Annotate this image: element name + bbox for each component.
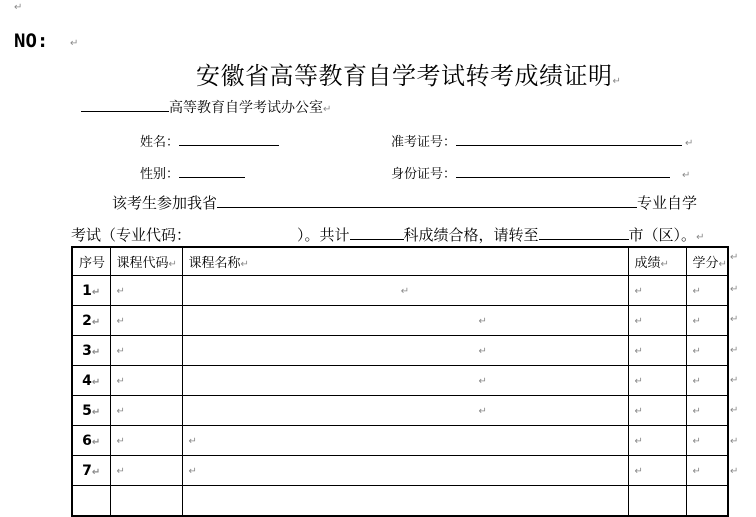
document-title xyxy=(196,56,621,91)
office-text: 高等教育自学考试办公室 xyxy=(169,100,323,116)
id-number-label: 身份证号： xyxy=(391,167,457,182)
course-name-cell[interactable]: ↵ xyxy=(182,366,628,396)
paragraph-mark: ↵ xyxy=(730,284,739,295)
score-cell[interactable]: ↵ xyxy=(628,336,686,366)
course-code-cell[interactable]: ↵ xyxy=(110,306,182,336)
table-row xyxy=(72,426,728,456)
paragraph-mark: ↵ xyxy=(730,345,739,356)
header-course-code: 课程代码↵ xyxy=(110,247,182,276)
course-code-cell[interactable] xyxy=(110,486,182,517)
paragraph-mark: ↵ xyxy=(730,436,739,447)
statement-line-1 xyxy=(112,192,697,213)
row-number: 6↵ xyxy=(72,426,110,456)
credit-cell[interactable] xyxy=(686,486,728,517)
table-row xyxy=(72,306,728,336)
exam-number-label: 准考证号： xyxy=(391,135,457,150)
paragraph-mark: ↵ xyxy=(168,259,177,270)
table-row xyxy=(72,276,728,306)
row-number: 1↵ xyxy=(72,276,110,306)
table-header-row xyxy=(72,247,728,276)
row-number: 5↵ xyxy=(72,396,110,426)
credit-cell[interactable]: ↵ xyxy=(686,366,728,396)
course-name-cell[interactable]: ↵ xyxy=(182,306,628,336)
gender-field xyxy=(140,162,245,182)
name-field xyxy=(140,130,279,150)
table-row xyxy=(72,336,728,366)
paragraph-mark: ↵ xyxy=(682,170,691,181)
course-name-cell[interactable]: ↵ xyxy=(182,426,628,456)
city-blank[interactable] xyxy=(539,224,629,240)
paragraph-mark: ↵ xyxy=(730,252,739,263)
paragraph-mark: ↵ xyxy=(14,2,23,13)
paragraph-mark: ↵ xyxy=(240,259,249,270)
paragraph-mark: ↵ xyxy=(696,232,705,243)
paragraph-mark: ↵ xyxy=(660,259,669,270)
exam-number-field xyxy=(391,130,693,150)
course-code-cell[interactable]: ↵ xyxy=(110,426,182,456)
statement-text-1b: 专业自学 xyxy=(637,194,698,212)
course-count-blank[interactable] xyxy=(350,224,404,240)
statement-text-2a: 考试（专业代码： xyxy=(71,226,192,244)
paragraph-mark: ↵ xyxy=(718,259,727,270)
header-serial: 序号 xyxy=(72,247,110,276)
statement-text-2b: ）。共计 xyxy=(297,226,350,244)
table-row xyxy=(72,456,728,486)
statement-text-2d: 市（区）。 xyxy=(628,226,697,244)
course-code-cell[interactable]: ↵ xyxy=(110,366,182,396)
course-name-cell[interactable]: ↵ xyxy=(182,276,628,306)
score-cell[interactable]: ↵ xyxy=(628,276,686,306)
table-row xyxy=(72,366,728,396)
course-code-cell[interactable]: ↵ xyxy=(110,336,182,366)
paragraph-mark: ↵ xyxy=(730,375,739,386)
name-blank[interactable] xyxy=(179,130,279,146)
course-code-cell[interactable]: ↵ xyxy=(110,456,182,486)
exam-number-blank[interactable] xyxy=(456,130,682,146)
course-name-cell[interactable]: ↵ xyxy=(182,336,628,366)
paragraph-mark: ↵ xyxy=(685,138,694,149)
course-code-cell[interactable]: ↵ xyxy=(110,396,182,426)
course-name-cell[interactable]: ↵ xyxy=(182,456,628,486)
row-number: 3↵ xyxy=(72,336,110,366)
paragraph-mark: ↵ xyxy=(70,38,79,49)
row-number: 2↵ xyxy=(72,306,110,336)
gender-blank[interactable] xyxy=(179,162,245,178)
office-line xyxy=(81,96,331,117)
row-number: 7↵ xyxy=(72,456,110,486)
credit-cell[interactable]: ↵ xyxy=(686,426,728,456)
course-name-cell[interactable]: ↵ xyxy=(182,396,628,426)
paragraph-mark: ↵ xyxy=(730,405,739,416)
id-number-blank[interactable] xyxy=(456,162,670,178)
office-blank[interactable] xyxy=(81,96,169,112)
statement-line-2 xyxy=(71,224,704,245)
paragraph-mark: ↵ xyxy=(730,314,739,325)
score-cell[interactable]: ↵ xyxy=(628,366,686,396)
serial-number-label: NO: xyxy=(14,30,49,52)
statement-text-2c: 科成绩合格，请转至 xyxy=(403,226,539,244)
credit-cell[interactable]: ↵ xyxy=(686,396,728,426)
course-code-cell[interactable]: ↵ xyxy=(110,276,182,306)
name-label: 姓名： xyxy=(140,135,180,150)
credit-cell[interactable]: ↵ xyxy=(686,336,728,366)
gender-label: 性别： xyxy=(140,167,180,182)
id-number-field xyxy=(391,162,690,182)
title-text: 安徽省高等教育自学考试转考成绩证明 xyxy=(196,62,613,90)
score-cell[interactable]: ↵ xyxy=(628,456,686,486)
paragraph-mark: ↵ xyxy=(730,466,739,477)
row-number: 4↵ xyxy=(72,366,110,396)
statement-text-1a: 该考生参加我省 xyxy=(112,194,218,212)
header-course-name: 课程名称↵ xyxy=(182,247,628,276)
course-name-cell[interactable] xyxy=(182,486,628,517)
credit-cell[interactable]: ↵ xyxy=(686,456,728,486)
header-score: 成绩↵ xyxy=(628,247,686,276)
province-major-blank[interactable] xyxy=(217,192,637,208)
paragraph-mark: ↵ xyxy=(612,76,622,87)
grades-table xyxy=(71,246,729,517)
score-cell[interactable]: ↵ xyxy=(628,426,686,456)
header-credit: 学分↵ xyxy=(686,247,728,276)
table-row xyxy=(72,396,728,426)
paragraph-mark: ↵ xyxy=(323,104,332,115)
credit-cell[interactable]: ↵ xyxy=(686,276,728,306)
credit-cell[interactable]: ↵ xyxy=(686,306,728,336)
score-cell[interactable] xyxy=(628,486,686,517)
table-row xyxy=(72,486,728,517)
score-cell[interactable]: ↵ xyxy=(628,306,686,336)
score-cell[interactable]: ↵ xyxy=(628,396,686,426)
row-number xyxy=(72,486,110,517)
